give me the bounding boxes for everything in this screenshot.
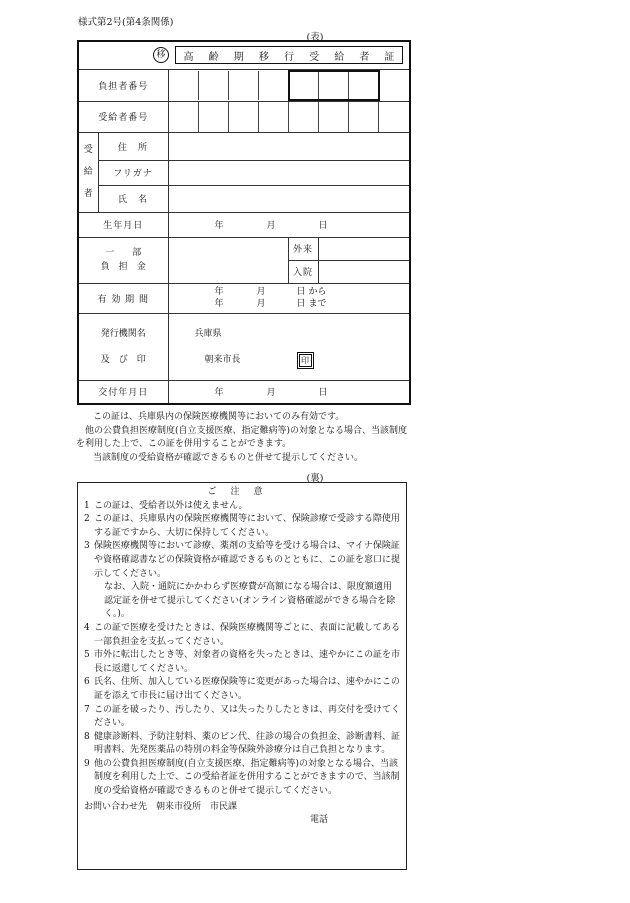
notice-item: 1 この証は、受給者以外は使えません。 — [84, 500, 248, 511]
recipient-group-label: 受 給 者 — [78, 132, 98, 212]
recipient-card-front — [77, 40, 411, 405]
front-notes — [76, 411, 414, 465]
inpatient-value — [318, 260, 410, 283]
address-label: 住 所 — [98, 132, 168, 160]
digit-box — [379, 102, 409, 132]
front-side-label: (表) — [306, 32, 324, 43]
issuer-value — [168, 313, 410, 380]
notice-item: 2 この証は、兵庫県内の保険医療機関等において、保険診療で受診する際使用する証ですから、大切に保持してください。 — [84, 514, 400, 538]
digit-box — [229, 102, 259, 132]
front-note: 当該制度の受給資格が確認できるものと併せて提示してください。 — [93, 452, 364, 463]
issue-date-value: 年 月 日 — [168, 380, 410, 404]
notice-item: 8 健康診断料、予防注射料、薬のビン代、往診の場合の負担金、診断書料、証明書料、先発医薬品の特別の料金等保険外診療分は自己負担となります。 — [84, 731, 401, 756]
name-value — [168, 185, 410, 212]
birthdate-label: 生年月日 — [78, 212, 168, 237]
issuer-prefecture: 兵庫県 — [194, 328, 222, 339]
phone-label: 電話 — [310, 815, 329, 826]
outpatient-value — [318, 237, 410, 260]
back-side-label: (裏) — [306, 473, 324, 484]
form-code: 様式第2号(第4条関係) — [78, 17, 174, 28]
recipient-number-boxes — [169, 102, 410, 132]
digit-box — [349, 102, 379, 132]
birthdate-value: 年 月 日 — [168, 212, 410, 237]
validity-label: 有 効 期 間 — [78, 283, 168, 313]
recipient-card-back — [77, 482, 407, 870]
digit-box — [349, 71, 379, 100]
notice-item: 4 この証で医療を受けたときは、保険医療機関等ごとに、表面に記載してある一部負担金を支払ってください。 — [84, 622, 401, 647]
digit-box — [259, 71, 289, 100]
card-title: 高 齢 期 移 行 受 給 者 証 — [175, 46, 403, 64]
seal-icon: 印 — [299, 354, 312, 367]
validity-value: 年 月 日 から 年 月 日 まで — [168, 283, 410, 313]
furigana-label: フリガナ — [98, 160, 168, 185]
notice-item: 9 他の公費負担医療制度(自立支援医療、指定難病等)の対象となる場合、当該制度を利用した上で、この受給者証を併用することができますので、当該制度の受給資格が確認できるものと併せて提示してください。 — [84, 758, 400, 797]
issue-date-label: 交付年月日 — [78, 380, 168, 404]
burden-number-boxes — [169, 70, 410, 101]
digit-box — [199, 102, 229, 132]
digit-box — [169, 102, 199, 132]
digit-box — [319, 102, 349, 132]
recipient-number-label: 受給者番号 — [78, 101, 168, 132]
inpatient-label: 入院 — [288, 260, 318, 283]
digit-box — [229, 71, 259, 100]
front-note: この証は、兵庫県内の保険医療機関等においてのみ有効です。 — [93, 412, 345, 422]
issuer-mayor: 朝来市長 — [204, 354, 241, 365]
digit-box — [199, 71, 229, 100]
address-value — [168, 132, 410, 160]
partial-burden-value — [168, 237, 288, 283]
notice-item: 7 この証を破ったり、汚したり、又は失ったりしたときは、再交付を受けてください。 — [84, 704, 401, 729]
inquiry-line: お問い合わせ先 朝来市役所 市民課 — [84, 801, 238, 812]
notice-item: 3 保険医療機関等において診療、薬剤の支給等を受ける場合は、マイナ保険証や資格確認書などの保険資格が確認できるものとともに、この証を窓口に提示してください。 — [84, 541, 401, 579]
notice-item: 6 氏名、住所、加入している医療保険等に変更があった場合は、速やかにこの証を添えて市長に届け出てください。 — [84, 677, 400, 701]
notice-item: 5 市外に転出したとき等、対象者の資格を失ったときは、速やかにこの証を市長に返還してください。 — [84, 650, 401, 674]
transition-mark-icon: 移 — [153, 47, 169, 63]
name-label: 氏 名 — [98, 185, 168, 212]
digit-box — [319, 71, 349, 100]
digit-box — [169, 71, 199, 100]
digit-box — [289, 102, 319, 132]
issuer-label: 発行機関名 及 び 印 — [78, 313, 168, 380]
outpatient-label: 外来 — [288, 237, 318, 260]
digit-box — [259, 102, 289, 132]
burden-number-label: 負担者番号 — [78, 69, 168, 101]
notice-item-sub: なお、入院・通院にかかわらず医療費が高額になる場合は、限度額適用認定証を併せて提示してください(オンライン資格確認ができる場合を除く。)。 — [104, 582, 396, 620]
partial-burden-label: 一 部 負 担 金 — [78, 237, 168, 283]
furigana-value — [168, 160, 410, 185]
front-note: 他の公費負担医療制度(自立支援医療、指定難病等)の対象となる場合、当該制度を利用した上で、この証を併用することができます。 — [76, 425, 408, 449]
back-heading: ご注意 — [207, 487, 277, 497]
digit-box — [289, 71, 319, 100]
digit-box — [379, 71, 409, 100]
